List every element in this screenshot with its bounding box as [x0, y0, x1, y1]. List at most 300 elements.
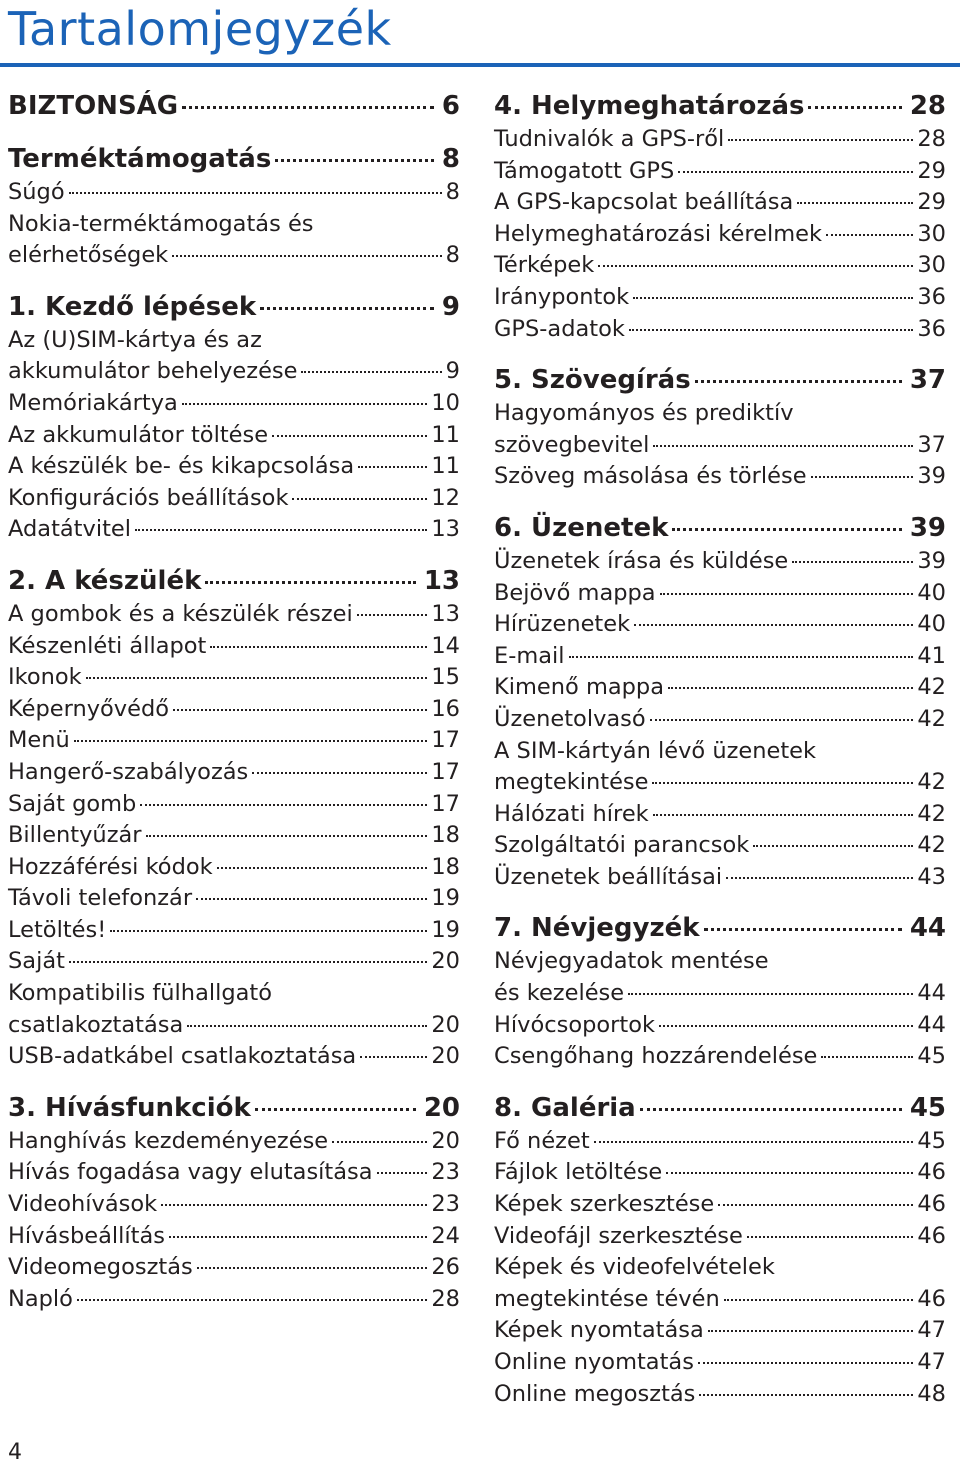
toc-entry[interactable] [8, 946, 460, 978]
toc-entry-title: Billentyűzár [8, 822, 142, 849]
toc-entry-page: 8 [445, 242, 460, 269]
toc-entry-page: 47 [917, 1317, 946, 1344]
section-spacer [494, 893, 946, 910]
dot-leader [598, 265, 913, 267]
dot-leader [161, 1204, 427, 1206]
dot-leader [377, 1172, 428, 1174]
toc-entry-page: 39 [917, 463, 946, 490]
dot-leader [173, 709, 427, 711]
toc-entry[interactable] [8, 356, 460, 388]
dot-leader [217, 867, 428, 869]
toc-entry-title: Támogatott GPS [494, 157, 675, 184]
toc-entry-title: Fő nézet [494, 1127, 590, 1154]
toc-entry-title: USB-adatkábel csatlakoztatása [8, 1043, 357, 1070]
toc-entry-page: 11 [431, 421, 460, 448]
toc-entry-page: 20 [431, 948, 460, 975]
toc-entry-page: 42 [917, 832, 946, 859]
toc-heading-page: 13 [423, 565, 460, 596]
toc-entry-title: Konfigurációs beállítások [8, 484, 289, 511]
toc-entry-page: 23 [431, 1159, 460, 1186]
toc-entry-page: 46 [917, 1159, 946, 1186]
toc-heading-page: 44 [909, 913, 946, 944]
toc-heading-title: BIZTONSÁG [8, 91, 179, 121]
dot-leader [726, 877, 913, 879]
toc-entry[interactable] [494, 1010, 946, 1042]
toc-section [494, 910, 946, 1072]
toc-entry-text-line[interactable]: Kompatibilis fülhallgató [8, 980, 273, 1007]
dot-leader [808, 106, 901, 109]
toc-heading-page: 9 [441, 291, 460, 322]
toc-entry-title: akkumulátor behelyezése [8, 358, 298, 385]
dot-leader [210, 646, 427, 648]
toc-entry-page: 10 [431, 389, 460, 416]
toc-entry-title: Hívás fogadása vagy elutasítása [8, 1159, 373, 1186]
dot-leader [792, 561, 913, 563]
toc-entry-page: 45 [917, 1043, 946, 1070]
dot-leader [668, 687, 913, 689]
dot-leader [678, 171, 913, 173]
toc-entry-title: megtekintése [494, 769, 649, 796]
toc-section [494, 362, 946, 493]
dot-leader [140, 804, 427, 806]
toc-entry-title: Videofájl szerkesztése [494, 1222, 743, 1249]
toc-entry-title: Fájlok letöltése [494, 1159, 663, 1186]
toc-entry[interactable] [494, 830, 946, 862]
toc-entry[interactable] [494, 546, 946, 578]
toc-entry[interactable] [494, 124, 946, 156]
dot-leader [628, 993, 913, 995]
dot-leader [660, 593, 914, 595]
section-spacer [494, 345, 946, 362]
dot-leader [357, 614, 428, 616]
toc-heading-title: Terméktámogatás [8, 144, 272, 174]
dot-leader [650, 719, 914, 721]
dot-leader [698, 1362, 913, 1364]
toc-entry-title: Helymeghatározási kérelmek [494, 220, 822, 247]
toc-entry-page: 40 [917, 611, 946, 638]
toc-entry-title: Hálózati hírek [494, 800, 649, 827]
toc-entry[interactable] [8, 1221, 460, 1253]
toc-entry-title: Saját [8, 948, 65, 975]
toc-entry-page: 20 [431, 1011, 460, 1038]
toc-heading-page: 37 [909, 365, 946, 396]
toc-entry-page: 47 [917, 1349, 946, 1375]
dot-leader [86, 677, 428, 679]
section-spacer [494, 1073, 946, 1090]
toc-entry-title: Online megosztás [494, 1380, 696, 1407]
toc-heading-title: 1. Kezdő lépések [8, 291, 257, 322]
dot-leader [652, 782, 913, 784]
toc-entry-page: 14 [431, 632, 460, 659]
toc-heading-title: 7. Névjegyzék [494, 913, 700, 944]
toc-entry-page: 45 [917, 1127, 946, 1154]
toc-entry-title: Csengőhang hozzárendelése [494, 1043, 818, 1070]
toc-entry[interactable] [8, 420, 460, 452]
dot-leader [629, 329, 913, 331]
toc-entry-title: Képek szerkesztése [494, 1191, 715, 1218]
toc-entry[interactable] [8, 240, 460, 272]
toc-entry-title: Memóriakártya [8, 389, 178, 416]
toc-entry[interactable] [8, 388, 460, 420]
dot-leader [169, 1236, 427, 1238]
toc-heading-page: 28 [909, 91, 946, 121]
toc-entry-page: 42 [917, 674, 946, 701]
toc-entry-page: 13 [431, 516, 460, 543]
toc-heading-page: 39 [909, 512, 946, 543]
dot-leader [272, 435, 427, 437]
toc-entry[interactable] [494, 1126, 946, 1158]
toc-entry[interactable] [494, 1221, 946, 1253]
toc-entry[interactable] [494, 1379, 946, 1411]
toc-entry-title: Adatátvitel [8, 516, 131, 543]
dot-leader [594, 1141, 914, 1143]
toc-entry[interactable] [8, 514, 460, 546]
toc-section-heading[interactable] [494, 510, 946, 546]
toc-entry-title: Távoli telefonzár [8, 885, 193, 912]
toc-section-heading[interactable] [8, 1090, 460, 1126]
toc-entry-title: A GPS-kapcsolat beállítása [494, 189, 794, 216]
toc-section-heading[interactable] [494, 1090, 946, 1126]
toc-entry[interactable] [494, 1157, 946, 1189]
toc-entry-page: 17 [431, 727, 460, 754]
dot-leader [205, 581, 415, 584]
toc-heading-page: 6 [441, 91, 460, 121]
toc-entry-page: 16 [431, 695, 460, 722]
toc-entry-title: GPS-adatok [494, 315, 625, 342]
dot-leader [659, 1025, 913, 1027]
dot-leader [74, 740, 428, 742]
section-spacer [8, 1073, 460, 1090]
dot-leader [724, 1299, 914, 1301]
toc-entry-page: 36 [917, 283, 946, 310]
toc-entry-page: 46 [917, 1191, 946, 1218]
toc-entry-title: Videomegosztás [8, 1254, 193, 1281]
dot-leader [666, 1172, 913, 1174]
toc-entry[interactable] [494, 219, 946, 251]
dot-leader [797, 202, 913, 204]
toc-entry-title: Videohívások [8, 1191, 158, 1218]
toc-entry-page: 19 [431, 885, 460, 912]
dot-leader [358, 466, 427, 468]
toc-entry-page: 42 [917, 705, 946, 732]
toc-entry-text-line[interactable]: Névjegyadatok mentése [494, 948, 769, 975]
dot-leader [653, 814, 914, 816]
toc-section [494, 88, 946, 345]
toc-entry[interactable] [8, 852, 460, 884]
toc-section-heading[interactable] [494, 88, 946, 124]
toc-entry-title: Hívócsoportok [494, 1011, 656, 1038]
dot-leader [747, 1236, 913, 1238]
toc-entry-title: Hírüzenetek [494, 611, 631, 638]
toc-entry-title: Szolgáltatói parancsok [494, 832, 750, 859]
toc-section-heading[interactable] [8, 88, 460, 124]
toc-entry-page: 26 [431, 1254, 460, 1281]
toc-section [8, 141, 460, 272]
dot-leader [718, 1204, 913, 1206]
toc-entry[interactable] [494, 156, 946, 188]
toc-entry-title: elérhetőségek [8, 242, 169, 269]
toc-entry-title: E-mail [494, 642, 565, 669]
toc-section [494, 1090, 946, 1410]
toc-entry-page: 28 [917, 126, 946, 152]
toc-heading-title: 8. Galéria [494, 1092, 636, 1123]
toc-entry-page: 29 [917, 157, 946, 184]
dot-leader [172, 255, 441, 257]
toc-entry-text-line[interactable]: Képek és videofelvételek [494, 1254, 775, 1281]
dot-leader [569, 656, 914, 658]
toc-entry[interactable] [8, 1157, 460, 1189]
toc-entry[interactable] [8, 725, 460, 757]
toc-entry[interactable] [494, 862, 946, 894]
toc-entry-page: 18 [431, 853, 460, 880]
dot-leader [753, 845, 913, 847]
toc-section [8, 1090, 460, 1316]
toc-entry-page: 12 [431, 484, 460, 511]
toc-entry[interactable] [8, 1189, 460, 1221]
toc-entry-page: 20 [431, 1127, 460, 1154]
dot-leader [182, 106, 434, 109]
toc-entry-page: 15 [431, 664, 460, 691]
toc-entry-text-line[interactable]: Az (U)SIM-kártya és az [8, 326, 262, 353]
toc-entry[interactable] [494, 609, 946, 641]
dot-leader [110, 930, 427, 932]
page-title: Tartalomjegyzék [8, 2, 392, 56]
toc-entry-page: 44 [917, 980, 946, 1007]
toc-entry[interactable] [494, 641, 946, 673]
toc-entry-page: 43 [917, 863, 946, 890]
dot-leader [275, 159, 434, 162]
dot-leader [292, 498, 427, 500]
toc-entry[interactable] [8, 1126, 460, 1158]
toc-entry[interactable] [8, 177, 460, 209]
toc-entry[interactable] [8, 915, 460, 947]
toc-entry-title: Iránypontok [494, 283, 630, 310]
toc-entry[interactable] [494, 430, 946, 462]
toc-entry-title: Napló [8, 1285, 73, 1312]
toc-entry[interactable] [8, 451, 460, 483]
toc-entry-title: Hívásbeállítás [8, 1222, 165, 1249]
dot-leader [704, 928, 902, 931]
toc-entry-title: Az akkumulátor töltése [8, 421, 269, 448]
toc-entry-title: Üzenetek írása és küldése [494, 547, 789, 574]
toc-right-column [494, 88, 946, 1410]
toc-section-heading[interactable] [494, 362, 946, 398]
toc-entry-title: Térképek [494, 252, 595, 279]
toc-entry-page: 36 [917, 315, 946, 342]
dot-leader [695, 380, 902, 383]
toc-entry-title: megtekintése tévén [494, 1285, 720, 1312]
toc-entry[interactable] [494, 1189, 946, 1221]
title-divider [0, 63, 960, 67]
toc-entry[interactable] [8, 631, 460, 663]
toc-heading-title: 2. A készülék [8, 565, 202, 596]
toc-entry-title: Készenléti állapot [8, 632, 207, 659]
toc-entry[interactable] [494, 282, 946, 314]
toc-entry-page: 28 [431, 1285, 460, 1312]
toc-entry-title: Hozzáférési kódok [8, 853, 213, 880]
dot-leader [135, 529, 427, 531]
dot-leader [821, 1056, 913, 1058]
toc-entry-title: A készülék be- és kikapcsolása [8, 453, 355, 480]
toc-entry-page: 17 [431, 790, 460, 817]
dot-leader [332, 1141, 427, 1143]
toc-heading-title: 5. Szövegírás [494, 365, 691, 396]
dot-leader [77, 1299, 427, 1301]
toc-entry-page: 8 [445, 179, 460, 205]
toc-entry[interactable] [494, 1315, 946, 1347]
toc-entry-title: Képernyővédő [8, 695, 170, 722]
toc-entry-page: 18 [431, 822, 460, 849]
dot-leader [252, 772, 427, 774]
toc-entry-page: 44 [917, 1011, 946, 1038]
dot-leader [653, 445, 913, 447]
toc-entry[interactable] [8, 1010, 460, 1042]
toc-entry[interactable] [494, 461, 946, 493]
toc-entry-page: 13 [431, 600, 460, 627]
dot-leader [811, 476, 914, 478]
toc-entry-text-line[interactable]: A SIM-kártyán lévő üzenetek [494, 737, 817, 764]
toc-entry-title: Saját gomb [8, 790, 137, 817]
toc-entry[interactable] [494, 704, 946, 736]
toc-entry-page: 42 [917, 800, 946, 827]
toc-entry-title: szövegbevitel [494, 431, 650, 458]
toc-entry-title: Súgó [8, 179, 65, 205]
toc-entry[interactable] [494, 672, 946, 704]
toc-entry[interactable] [494, 187, 946, 219]
toc-entry-page: 20 [431, 1043, 460, 1070]
toc-entry-page: 42 [917, 769, 946, 796]
dot-leader [301, 371, 441, 373]
toc-section [8, 88, 460, 124]
dot-leader [672, 528, 901, 531]
toc-entry-page: 17 [431, 758, 460, 785]
toc-entry[interactable] [494, 1041, 946, 1073]
toc-entry-page: 46 [917, 1222, 946, 1249]
dot-leader [699, 1394, 913, 1396]
toc-entry[interactable] [8, 662, 460, 694]
dot-leader [255, 1108, 416, 1111]
dot-leader [360, 1056, 427, 1058]
toc-entry-page: 9 [445, 358, 460, 385]
toc-entry[interactable] [8, 757, 460, 789]
dot-leader [634, 624, 913, 626]
toc-heading-title: 4. Helymeghatározás [494, 91, 805, 121]
dot-leader [633, 297, 913, 299]
dot-leader [69, 961, 427, 963]
toc-entry-page: 46 [917, 1285, 946, 1312]
toc-entry-page: 37 [917, 431, 946, 458]
toc-entry-page: 41 [917, 642, 946, 669]
dot-leader [197, 1267, 428, 1269]
toc-entry-title: csatlakoztatása [8, 1011, 184, 1038]
toc-entry-title: Kimenő mappa [494, 674, 665, 701]
toc-entry-page: 23 [431, 1191, 460, 1218]
toc-entry-title: Bejövő mappa [494, 579, 656, 606]
toc-entry[interactable] [494, 578, 946, 610]
toc-heading-title: 3. Hívásfunkciók [8, 1092, 251, 1123]
toc-entry[interactable] [494, 799, 946, 831]
toc-section-heading[interactable] [8, 141, 460, 177]
dot-leader [728, 139, 913, 141]
dot-leader [196, 898, 427, 900]
toc-entry[interactable] [8, 1284, 460, 1316]
toc-left-column [8, 88, 460, 1315]
toc-entry-text-line[interactable]: Hagyományos és prediktív [494, 400, 794, 427]
toc-entry-page: 11 [431, 453, 460, 480]
toc-entry-title: Hanghívás kezdeményezése [8, 1127, 329, 1154]
toc-entry-page: 30 [917, 252, 946, 279]
toc-heading-title: 6. Üzenetek [494, 512, 669, 543]
page-number: 4 [8, 1440, 22, 1465]
toc-entry-title: Letöltés! [8, 916, 107, 943]
toc-entry-page: 40 [917, 579, 946, 606]
toc-section-heading[interactable] [8, 563, 460, 599]
toc-entry-title: Képek nyomtatása [494, 1317, 704, 1344]
dot-leader [826, 234, 913, 236]
section-spacer [8, 124, 460, 141]
dot-leader [69, 192, 442, 194]
toc-entry[interactable] [8, 599, 460, 631]
toc-entry[interactable] [8, 789, 460, 821]
toc-entry-title: Menü [8, 727, 70, 754]
toc-entry-title: Üzenetek beállításai [494, 863, 723, 890]
dot-leader [182, 403, 428, 405]
toc-entry[interactable] [494, 250, 946, 282]
toc-section [494, 510, 946, 894]
toc-entry[interactable] [494, 978, 946, 1010]
section-spacer [494, 493, 946, 510]
toc-entry-page: 29 [917, 189, 946, 216]
toc-entry-title: és kezelése [494, 980, 625, 1007]
toc-entry-page: 19 [431, 916, 460, 943]
toc-entry[interactable] [494, 1284, 946, 1316]
toc-entry[interactable] [8, 694, 460, 726]
dot-leader [146, 835, 428, 837]
toc-entry[interactable] [8, 483, 460, 515]
section-spacer [8, 546, 460, 563]
toc-entry[interactable] [8, 820, 460, 852]
toc-entry-title: Üzenetolvasó [494, 705, 646, 732]
dot-leader [260, 307, 434, 310]
toc-entry-page: 24 [431, 1222, 460, 1249]
section-spacer [8, 272, 460, 289]
toc-entry[interactable] [8, 883, 460, 915]
toc-entry[interactable] [8, 1041, 460, 1073]
toc-entry[interactable] [494, 314, 946, 346]
toc-section [8, 563, 460, 1073]
toc-section-heading[interactable] [494, 910, 946, 946]
toc-entry[interactable] [494, 767, 946, 799]
dot-leader [187, 1025, 427, 1027]
toc-entry-title: Tudnivalók a GPS-ről [494, 126, 725, 152]
toc-entry-text-line[interactable]: Nokia-terméktámogatás és [8, 210, 314, 237]
dot-leader [708, 1330, 914, 1332]
toc-entry-page: 39 [917, 547, 946, 574]
dot-leader [640, 1108, 902, 1111]
toc-entry-title: A gombok és a készülék részei [8, 600, 353, 627]
toc-section-heading[interactable] [8, 289, 460, 325]
toc-entry-page: 30 [917, 220, 946, 247]
toc-entry-title: Szöveg másolása és törlése [494, 463, 807, 490]
toc-entry[interactable] [8, 1252, 460, 1284]
toc-entry-title: Online nyomtatás [494, 1349, 694, 1375]
toc-heading-page: 8 [441, 144, 460, 174]
toc-section [8, 289, 460, 546]
toc-entry-title: Ikonok [8, 664, 82, 691]
toc-entry[interactable] [494, 1347, 946, 1379]
toc-entry-page: 48 [917, 1380, 946, 1407]
toc-heading-page: 20 [423, 1092, 460, 1123]
